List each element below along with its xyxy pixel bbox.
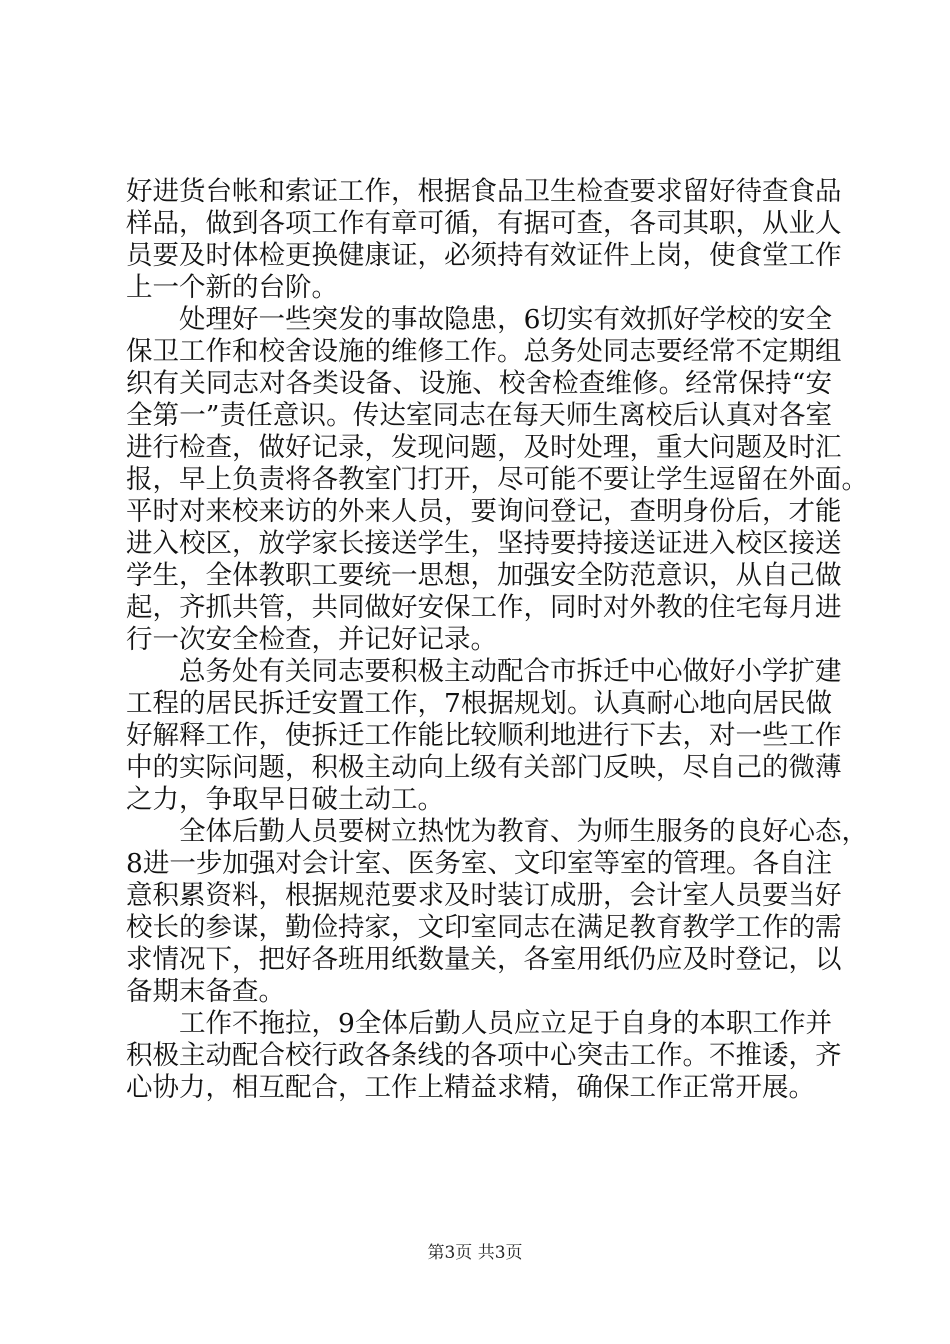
text-line: 行一次安全检查，并记好记录。 <box>126 624 497 655</box>
text-line: 平时对来校来访的外来人员，要询问登记，查明身份后，才能 <box>126 496 842 527</box>
text-line: 好进货台帐和索证工作，根据食品卫生检查要求留好待查食品 <box>126 176 842 207</box>
text-line: 织有关同志对各类设备、设施、校舍检查维修。经常保持“安 <box>126 368 832 399</box>
text-line: 处理好一些突发的事故隐患，6切实有效抓好学校的安全 <box>126 304 832 335</box>
paragraph <box>126 304 868 656</box>
text-line: 8进一步加强对会计室、医务室、文印室等室的管理。各自注 <box>126 848 832 879</box>
text-line: 总务处有关同志要积极主动配合市拆迁中心做好小学扩建 <box>126 656 842 687</box>
paragraph <box>126 656 842 816</box>
page-footer: 第3页 共3页 <box>427 1243 523 1263</box>
text-line: 中的实际问题，积极主动向上级有关部门反映，尽自己的微薄 <box>126 752 842 783</box>
body-text <box>126 176 868 1104</box>
text-line: 进入校区，放学家长接送学生，坚持要持接送证进入校区接送 <box>126 528 842 559</box>
text-line: 好解释工作，使拆迁工作能比较顺利地进行下去，对一些工作 <box>126 720 842 751</box>
text-line: 意积累资料，根据规范要求及时装订成册，会计室人员要当好 <box>126 880 842 911</box>
text-line: 报，早上负责将各教室门打开，尽可能不要让学生逗留在外面。 <box>126 464 868 495</box>
text-line: 全体后勤人员要树立热忱为教育、为师生服务的良好心态， <box>126 816 868 847</box>
text-line: 工作不拖拉，9全体后勤人员应立足于自身的本职工作并 <box>126 1008 832 1039</box>
text-line: 全第一”责任意识。传达室同志在每天师生离校后认真对各室 <box>126 400 832 431</box>
text-line: 校长的参谋，勤俭持家，文印室同志在满足教育教学工作的需 <box>126 912 842 943</box>
paragraph <box>126 816 868 1008</box>
text-line: 备期末备查。 <box>126 976 285 1007</box>
text-line: 员要及时体检更换健康证，必须持有效证件上岗，使食堂工作 <box>126 240 842 271</box>
text-line: 求情况下，把好各班用纸数量关，各室用纸仍应及时登记，以 <box>126 944 842 975</box>
text-line: 进行检查，做好记录，发现问题，及时处理，重大问题及时汇 <box>126 432 842 463</box>
text-line: 工程的居民拆迁安置工作，7根据规划。认真耐心地向居民做 <box>126 688 832 719</box>
text-line: 保卫工作和校舍设施的维修工作。总务处同志要经常不定期组 <box>126 336 842 367</box>
text-line: 样品，做到各项工作有章可循，有据可查，各司其职，从业人 <box>126 208 842 239</box>
text-line: 学生，全体教职工要统一思想，加强安全防范意识，从自己做 <box>126 560 842 591</box>
text-line: 积极主动配合校行政各条线的各项中心突击工作。不推诿，齐 <box>126 1040 842 1071</box>
paragraph <box>126 1008 842 1104</box>
text-line: 起，齐抓共管，共同做好安保工作，同时对外教的住宅每月进 <box>126 592 842 623</box>
paragraph <box>126 176 842 304</box>
text-line: 上一个新的台阶。 <box>126 272 338 303</box>
text-line: 心协力，相互配合，工作上精益求精，确保工作正常开展。 <box>126 1072 815 1103</box>
text-line: 之力，争取早日破土动工。 <box>126 784 444 815</box>
